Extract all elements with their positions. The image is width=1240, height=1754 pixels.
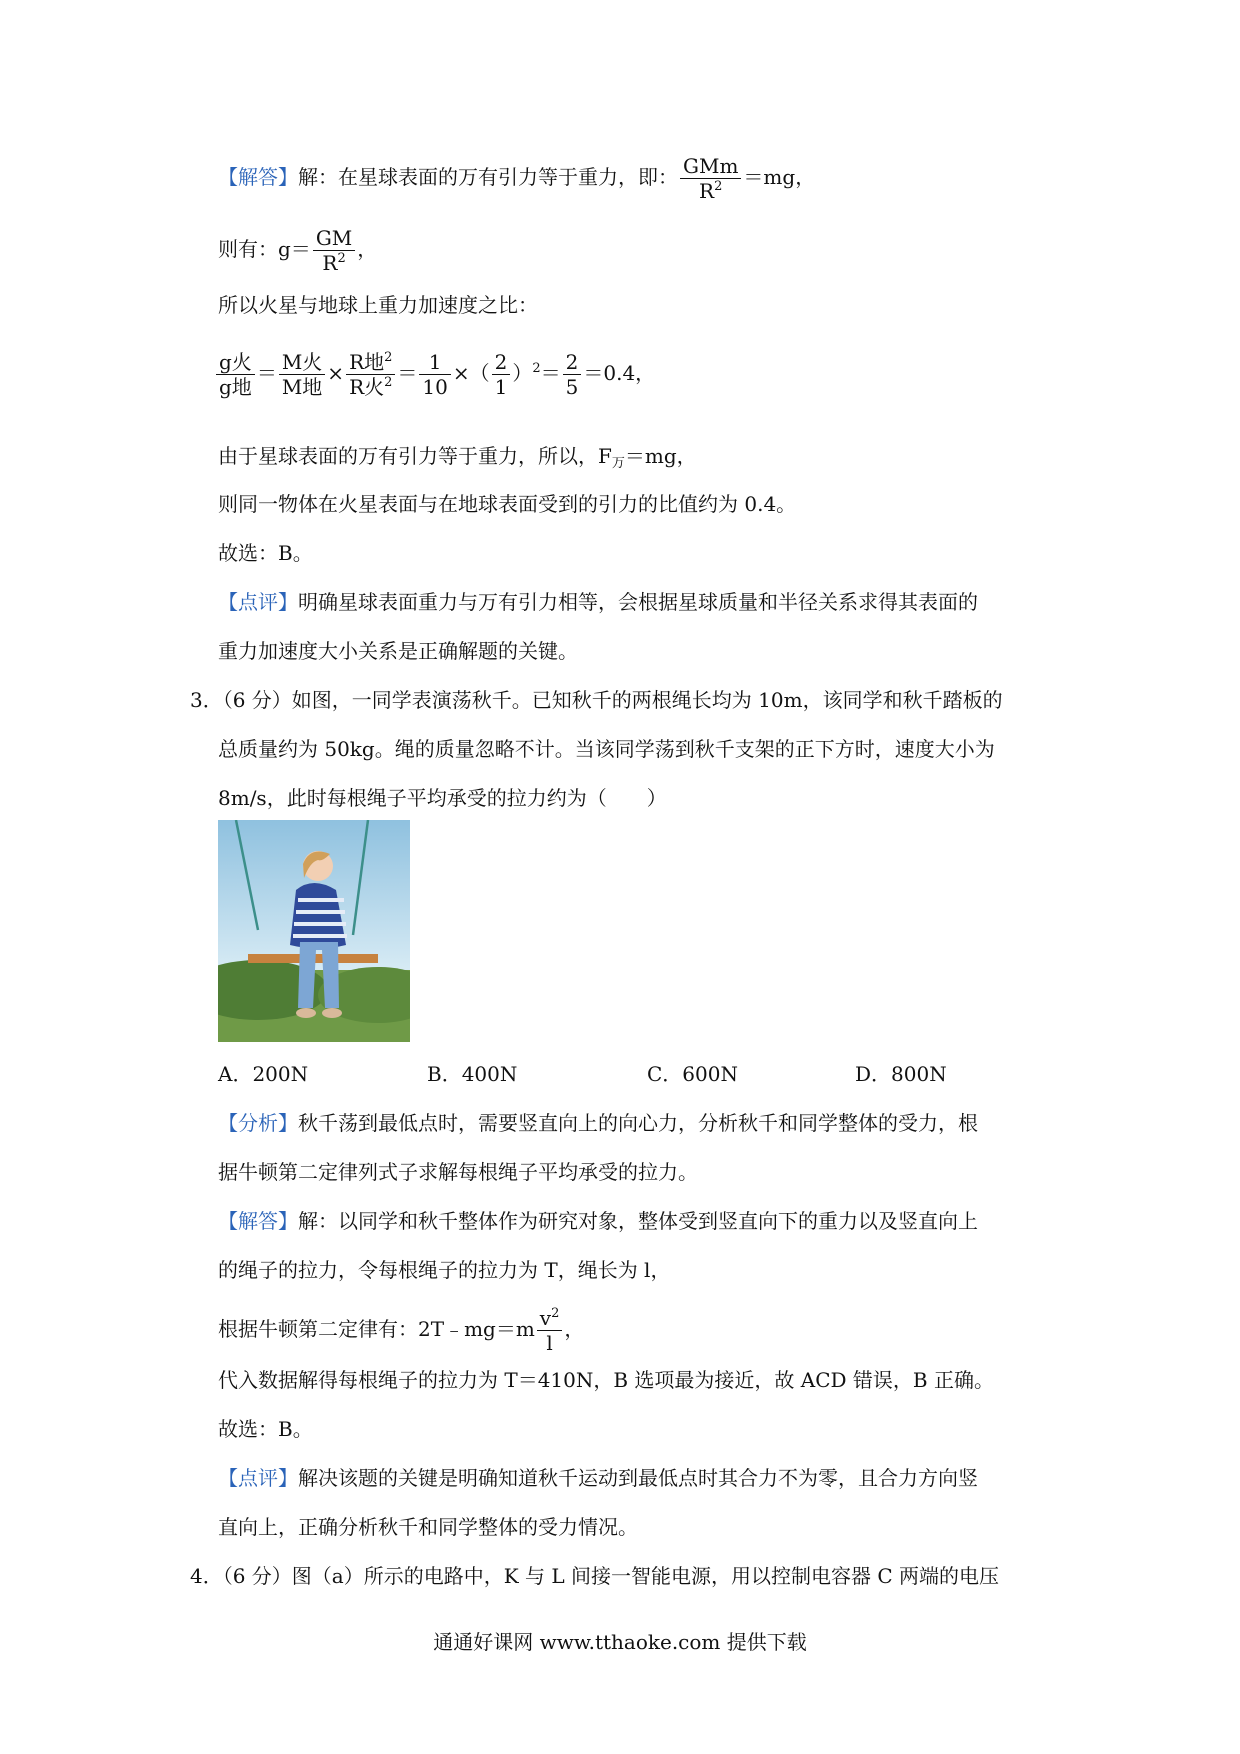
fraction-gm-r2: $\frac{GM}{R^2}$: [313, 226, 355, 275]
ratio-equation: $\frac{\text{g火}}{\text{g地}}$ ＝ $\frac{\text{M火}}{\text{M地}}$ × $\frac{R地^2}{R火^2}$ ＝ $\frac{1}{10}$ ×（ $\frac{2}{1}$ ）$^2$＝ $\frac{2}{5}$ ＝0.4，: [214, 350, 655, 399]
comment-tag: 【点评】: [218, 1466, 298, 1490]
fraction-m-ratio: $\frac{\text{M火}}{\text{M地}}$: [279, 350, 325, 399]
fraction-two-fifths: $\frac{2}{5}$: [563, 350, 582, 399]
q3-comment-line-2: 直向上，正确分析秋千和同学整体的受力情况。: [218, 1515, 638, 1539]
solution-line-2: 则有：g＝ $\frac{GM}{R^2}$ ，: [218, 226, 378, 275]
fraction-v2-over-l: $\frac{v^2}{l}$: [537, 1306, 563, 1355]
option-c: C．600N: [647, 1062, 738, 1086]
solution-text: 解：在星球表面的万有引力等于重力，即：: [298, 165, 678, 189]
q3-comment-line-1: 【点评】解决该题的关键是明确知道秋千运动到最低点时其合力不为零，且合力方向竖: [218, 1466, 978, 1490]
fraction-two-over-one: $\frac{2}{1}$: [492, 350, 511, 399]
analysis-line-1: 【分析】秋千荡到最低点时，需要竖直向上的向心力，分析秋千和同学整体的受力，根: [218, 1111, 978, 1135]
solution-line-3: 所以火星与地球上重力加速度之比：: [218, 293, 538, 317]
question-4-line-1: 4．（6 分）图（a）所示的电路中，K 与 L 间接一智能电源，用以控制电容器 C 两端的电压: [190, 1564, 1000, 1588]
swing-illustration: [218, 820, 410, 1042]
page-footer: 通通好课网 www.tthaoke.com 提供下载: [433, 1630, 807, 1654]
q3-solution-line-4: 代入数据解得每根绳子的拉力为 T＝410N，B 选项最为接近，故 ACD 错误，B 正确。: [218, 1368, 994, 1392]
fraction-gmm-r2: $\frac{\text{GMm}}{R^2}$: [680, 154, 741, 203]
solution-line-6: 则同一物体在火星表面与在地球表面受到的引力的比值约为 0.4。: [218, 492, 797, 516]
q3-solution-line-3: 根据牛顿第二定律有：2T﹣mg＝m $\frac{v^2}{l}$ ，: [218, 1306, 585, 1355]
q3-answer-line: 故选：B。: [218, 1417, 313, 1441]
fraction-g-ratio: $\frac{\text{g火}}{\text{g地}}$: [216, 350, 255, 399]
solution-line-1: 【解答】解：在星球表面的万有引力等于重力，即： $\frac{\text{GMm}}{R^2}$ ＝mg，: [218, 154, 816, 203]
question-3-line-2: 总质量约为 50kg。绳的质量忽略不计。当该同学荡到秋千支架的正下方时，速度大小为: [218, 737, 995, 761]
comment-tag: 【点评】: [218, 590, 298, 614]
answer-line: 故选：B。: [218, 541, 313, 565]
swing-photo: [218, 820, 410, 1042]
comment-line-2: 重力加速度大小关系是正确解题的关键。: [218, 639, 578, 663]
option-a: A．200N: [218, 1062, 309, 1086]
option-d: D．800N: [855, 1062, 947, 1086]
question-3-line-1: 3．（6 分）如图，一同学表演荡秋千。已知秋千的两根绳长均为 10m，该同学和秋千踏板的: [190, 688, 1003, 712]
analysis-tag: 【分析】: [218, 1111, 298, 1135]
solution-line-5: 由于星球表面的万有引力等于重力，所以，$F_万=mg$，: [218, 444, 697, 471]
solution-tag: 【解答】: [218, 165, 298, 189]
fraction-one-tenth: $\frac{1}{10}$: [419, 350, 450, 399]
question-3-line-3: 8m/s，此时每根绳子平均承受的拉力约为（ ）: [218, 786, 667, 810]
analysis-line-2: 据牛顿第二定律列式子求解每根绳子平均承受的拉力。: [218, 1160, 698, 1184]
comment-line-1: 【点评】明确星球表面重力与万有引力相等，会根据星球质量和半径关系求得其表面的: [218, 590, 978, 614]
fraction-r-ratio: $\frac{R地^2}{R火^2}$: [346, 350, 395, 399]
option-b: B．400N: [427, 1062, 518, 1086]
solution-tag: 【解答】: [218, 1209, 298, 1233]
q3-solution-line-2: 的绳子的拉力，令每根绳子的拉力为 T，绳长为 l，: [218, 1258, 671, 1282]
q3-solution-line-1: 【解答】解：以同学和秋千整体作为研究对象，整体受到竖直向下的重力以及竖直向上: [218, 1209, 978, 1233]
